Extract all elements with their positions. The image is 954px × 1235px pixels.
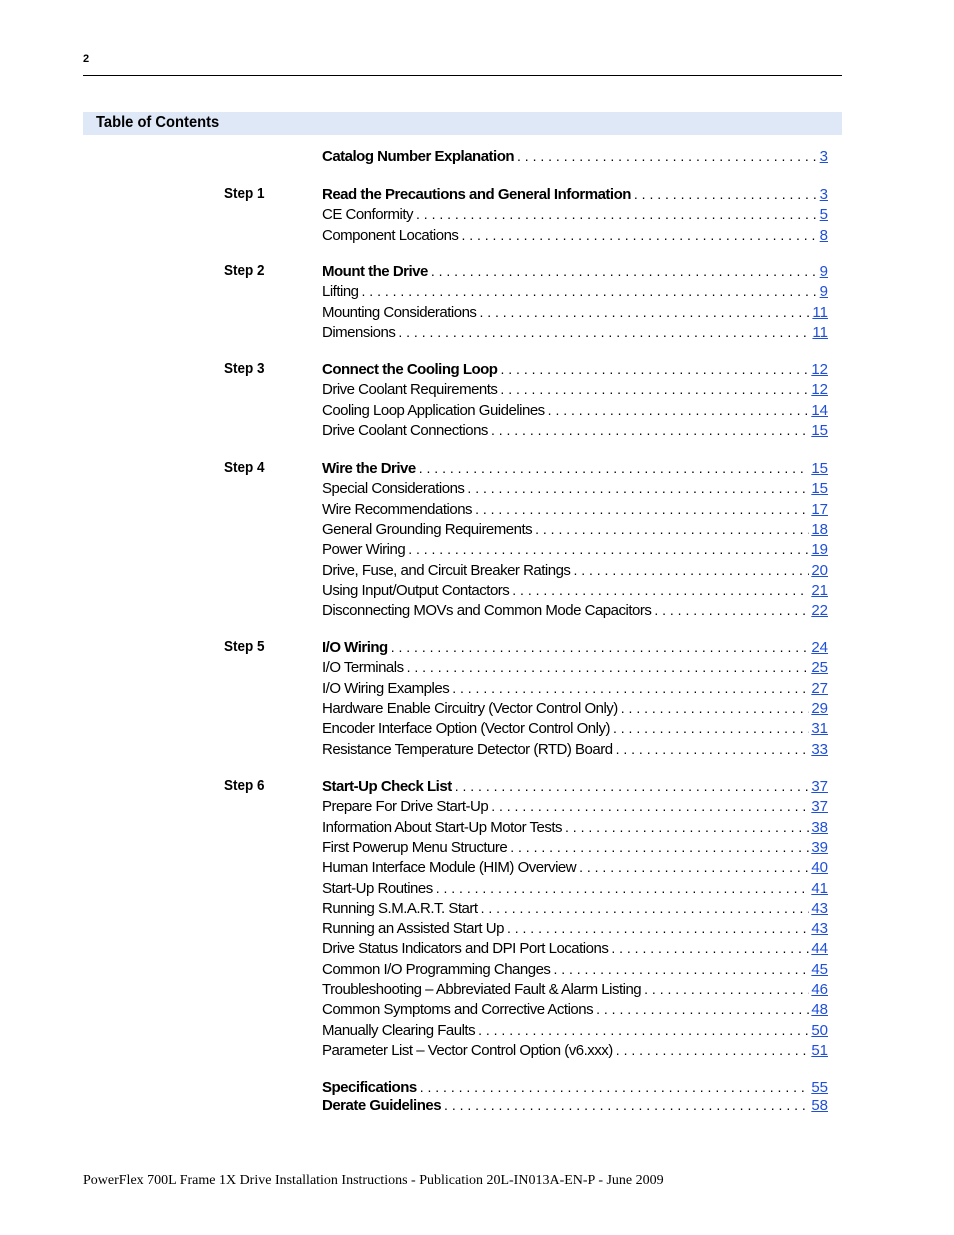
toc-entry [322,1020,828,1040]
toc-page-link[interactable]: 40 [811,859,828,877]
dot-leader [500,379,809,399]
toc-entry [322,499,828,519]
toc-entry-title: Mounting Considerations [322,303,477,321]
dot-leader [621,698,810,718]
toc-page-link[interactable]: 48 [811,1001,828,1019]
toc-entry-title: Wire Recommendations [322,500,473,518]
toc-entry-title: General Grounding Requirements [322,520,533,538]
toc-entry [322,560,828,580]
toc-entry-title: Parameter List – Vector Control Option (v6.xxx) [322,1041,613,1059]
dot-leader [507,918,809,938]
toc-entry-title: Common Symptoms and Corrective Actions [322,1001,594,1019]
toc-page-link[interactable]: 29 [811,699,828,717]
toc-entry-title: Hardware Enable Circuitry (Vector Control Only) [322,699,618,717]
toc-entry-title: Human Interface Module (HIM) Overview [322,859,577,877]
toc-entry [322,302,828,322]
toc-entry-title: Information About Start-Up Motor Tests [322,818,563,836]
toc-entry [322,796,828,816]
toc-entry [322,146,828,166]
toc-page-link[interactable]: 45 [811,960,828,978]
toc-entry-title: Drive Coolant Connections [322,421,488,439]
dot-leader [644,979,809,999]
step-label: Step 4 [224,459,265,476]
dot-leader [616,739,810,759]
toc-entry [322,420,828,440]
dot-leader [407,657,810,677]
toc-page-link[interactable]: 15 [811,421,828,439]
toc-entry [322,938,828,958]
toc-page-link[interactable]: 33 [811,740,828,758]
dot-leader [573,560,809,580]
toc-page-link[interactable]: 15 [811,460,828,477]
toc-entry [322,322,828,342]
toc-entry-title: Drive Status Indicators and DPI Port Locations [322,940,609,958]
toc-entry [322,959,828,979]
toc-entry-title: Common I/O Programming Changes [322,960,551,978]
toc-entry-title: I/O Wiring [322,639,388,656]
toc-page-link[interactable]: 11 [812,303,828,321]
toc-page-link[interactable]: 14 [811,401,828,419]
toc-page-link[interactable]: 9 [819,263,828,280]
toc-entry-title: Start-Up Routines [322,879,433,897]
toc-entry-title: Manually Clearing Faults [322,1021,476,1039]
toc-entry-title: Derate Guidelines [322,1097,442,1115]
toc-entry [322,657,828,677]
toc-entry-title: Specifications [322,1079,417,1096]
dot-leader [479,302,810,322]
toc-entry-title: Mount the Drive [322,263,428,280]
toc-entry-title: Lifting [322,283,359,301]
toc-entry-title: Using Input/Output Contactors [322,581,510,599]
header-rule [83,75,842,76]
toc-entry [322,837,828,857]
toc-entry-title: Running an Assisted Start Up [322,920,504,938]
toc-entry [322,458,828,478]
toc-entry-title: Dimensions [322,323,396,341]
dot-leader [420,1077,810,1097]
toc-page-link[interactable]: 51 [811,1041,828,1059]
toc-page-link[interactable]: 3 [819,148,828,165]
toc-entry-title: Catalog Number Explanation [322,148,515,165]
toc-entry [322,400,828,420]
toc-page-link[interactable]: 19 [811,541,828,559]
toc-entry [322,979,828,999]
toc-page-link[interactable]: 8 [819,226,828,244]
toc-page-link[interactable]: 50 [811,1021,828,1039]
dot-leader [611,938,809,958]
toc-entry-title: Wire the Drive [322,460,416,477]
dot-leader [431,261,818,281]
dot-leader [461,225,817,245]
dot-leader [596,999,809,1019]
dot-leader [391,637,810,657]
dot-leader [481,898,810,918]
toc-page-link[interactable]: 31 [811,720,828,738]
toc-entry [322,878,828,898]
toc-page-link[interactable]: 12 [811,361,828,378]
dot-leader [408,539,809,559]
toc-entry-title: Connect the Cooling Loop [322,361,498,378]
toc-page-link[interactable]: 27 [811,679,828,697]
toc-page-link[interactable]: 38 [811,818,828,836]
dot-leader [517,146,818,166]
toc-entry [322,1077,828,1097]
toc-page-link[interactable]: 20 [811,561,828,579]
toc-entry-title: I/O Terminals [322,659,404,677]
toc-entry [322,261,828,281]
toc-entry-title: Encoder Interface Option (Vector Control Only) [322,720,610,738]
dot-leader [565,817,809,837]
step-label: Step 1 [224,185,265,202]
toc-entry [322,918,828,938]
toc-entry-title: Troubleshooting – Abbreviated Fault & Alarm Listing [322,981,642,998]
toc-page-link[interactable]: 5 [819,206,828,224]
toc-entry [322,776,828,796]
toc-entry [322,857,828,877]
toc-entry [322,817,828,837]
step-label: Step 5 [224,638,265,655]
dot-leader [419,458,810,478]
toc-entry [322,539,828,559]
toc-title: Table of Contents [96,114,220,131]
step-label: Step 3 [224,360,265,377]
dot-leader [634,184,818,204]
toc-entry-title: First Powerup Menu Structure [322,838,508,856]
toc-entry-title: I/O Wiring Examples [322,679,450,697]
toc-entry [322,580,828,600]
dot-leader [398,322,810,342]
toc-entry [322,898,828,918]
toc-entry-title: Read the Precautions and General Information [322,186,631,203]
dot-leader [500,359,809,379]
toc-page-link[interactable]: 3 [819,186,828,203]
page-number: 2 [83,53,90,65]
dot-leader [548,400,810,420]
toc-entry [322,359,828,379]
toc-page-link[interactable]: 37 [811,778,828,795]
dot-leader [491,420,809,440]
toc-page-link[interactable]: 41 [811,879,828,897]
toc-page-link[interactable]: 15 [811,480,828,498]
step-label: Step 6 [224,777,265,794]
dot-leader [444,1095,809,1115]
dot-leader [535,519,809,539]
toc-entry [322,698,828,718]
toc-entry [322,519,828,539]
toc-entry-title: Running S.M.A.R.T. Start [322,899,478,917]
toc-entry-title: CE Conformity [322,206,414,224]
dot-leader [467,478,809,498]
toc-entry-title: Prepare For Drive Start-Up [322,798,489,816]
toc-page-link[interactable]: 17 [811,500,828,518]
toc-entry [322,1040,828,1060]
toc-page-link[interactable]: 43 [811,920,828,938]
toc-page-link[interactable]: 39 [811,838,828,856]
toc-entry-title: Special Considerations [322,480,465,498]
dot-leader [362,281,818,301]
dot-leader [553,959,809,979]
toc-entry-title: Start-Up Check List [322,778,452,795]
dot-leader [613,718,809,738]
toc-entry [322,281,828,301]
step-label: Step 2 [224,262,265,279]
toc-entry [322,718,828,738]
toc-page-link[interactable]: 12 [811,381,828,399]
toc-entry [322,225,828,245]
toc-page-link[interactable]: 22 [811,602,828,620]
toc-page-link[interactable]: 46 [811,981,828,998]
dot-leader [436,878,810,898]
toc-page-link[interactable]: 37 [811,798,828,816]
toc-entry [322,678,828,698]
dot-leader [491,796,809,816]
toc-entry-title: Drive Coolant Requirements [322,381,498,399]
toc-entry-title: Power Wiring [322,541,406,559]
dot-leader [579,857,809,877]
dot-leader [416,204,818,224]
toc-page-link[interactable]: 25 [811,659,828,677]
toc-page-link[interactable]: 44 [811,940,828,958]
dot-leader [510,837,809,857]
toc-page-link[interactable]: 55 [811,1079,828,1096]
toc-entry-title: Resistance Temperature Detector (RTD) Board [322,740,613,758]
toc-entry-title: Component Locations [322,226,459,244]
page-footer: PowerFlex 700L Frame 1X Drive Installation Instructions - Publication 20L-IN013A-EN-P - June 2009 [83,1173,664,1188]
toc-entry-title: Drive, Fuse, and Circuit Breaker Ratings [322,561,571,579]
toc-entry [322,184,828,204]
toc-page-link[interactable]: 24 [811,639,828,656]
toc-entry [322,739,828,759]
toc-page-link[interactable]: 21 [811,581,828,599]
toc-entry [322,204,828,224]
toc-page-link[interactable]: 11 [812,323,828,341]
toc-entry [322,999,828,1019]
dot-leader [478,1020,809,1040]
dot-leader [512,580,809,600]
toc-page-link[interactable]: 43 [811,899,828,917]
toc-entry [322,1095,828,1115]
dot-leader [452,678,809,698]
dot-leader [475,499,809,519]
toc-entry [322,478,828,498]
dot-leader [455,776,810,796]
dot-leader [616,1040,810,1060]
toc-page-link[interactable]: 18 [811,520,828,538]
toc-entry-title: Disconnecting MOVs and Common Mode Capacitors [322,602,652,620]
toc-entry [322,379,828,399]
toc-page-link[interactable]: 9 [819,283,828,301]
toc-entry [322,600,828,620]
toc-entry-title: Cooling Loop Application Guidelines [322,401,545,419]
toc-page-link[interactable]: 58 [811,1097,828,1115]
dot-leader [654,600,809,620]
toc-entry [322,637,828,657]
